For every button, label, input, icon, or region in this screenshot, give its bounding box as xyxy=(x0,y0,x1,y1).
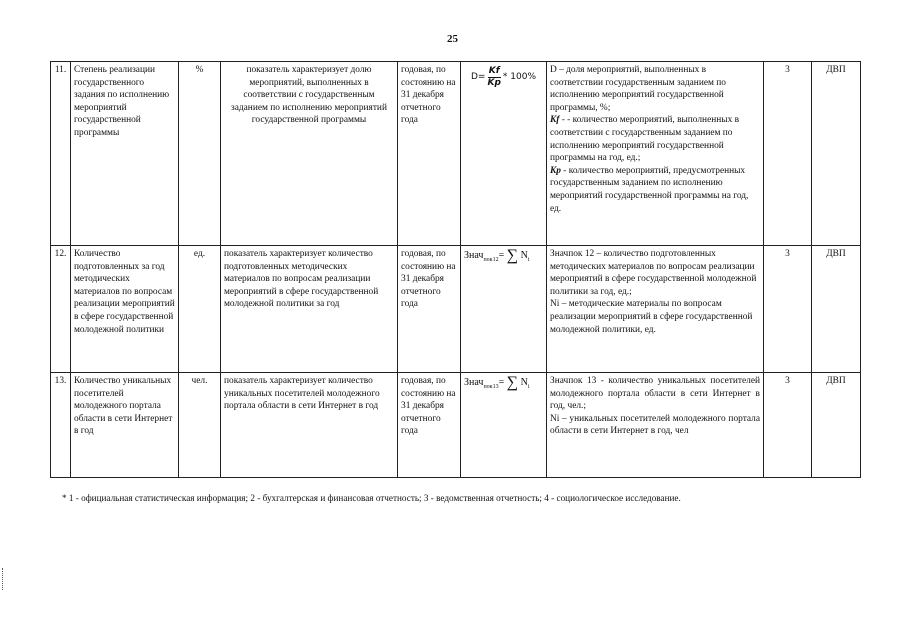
formula-sum xyxy=(464,375,543,394)
indicator-name: Количество уникальных посетителей молодежного портала области в сети Интернет в год xyxy=(71,373,179,478)
formula-cell xyxy=(461,373,547,478)
formula-description xyxy=(547,62,764,246)
periodicity: годовая, по состоянию на 31 декабря отчетного года xyxy=(398,246,461,373)
source-code: 3 xyxy=(764,373,812,478)
formula-fraction xyxy=(487,66,500,89)
responsible: ДВП xyxy=(812,373,861,478)
formula-equals: = xyxy=(498,250,505,261)
variable-name: Kf xyxy=(550,115,560,126)
formula-lhs: D= xyxy=(471,72,486,83)
unit: % xyxy=(179,62,221,246)
table-row-12 xyxy=(51,246,861,373)
description-line xyxy=(550,114,760,164)
indicator-name: Степень реализации государственного задания по исполнению мероприятий государственной программы xyxy=(71,62,179,246)
margin-mark xyxy=(2,568,5,590)
row-number: 12. xyxy=(51,246,71,373)
source-code: 3 xyxy=(764,246,812,373)
description-text: - количество мероприятий, предусмотренных государственным заданием по исполнению мероприятий государственной программы на год, ед. xyxy=(550,165,749,214)
periodicity: годовая, по состоянию на 31 декабря отчетного года xyxy=(398,62,461,246)
formula-index: 12 xyxy=(492,257,499,263)
description-line: Значпок 12 – количество подготовленных методических материалов по вопросам реализации мероприятий в сфере государственной молодежной политики за год, ед.; xyxy=(550,249,757,297)
description-line: Ni – уникальных посетителей молодежного портала области в сети Интернет в год, чел xyxy=(550,413,760,437)
formula-sum xyxy=(464,248,543,267)
page-number: 25 xyxy=(447,33,458,45)
row-number: 13. xyxy=(51,373,71,478)
formula-share xyxy=(464,64,543,89)
table-row-11 xyxy=(51,62,861,246)
formula-description xyxy=(547,246,764,373)
periodicity: годовая, по состоянию на 31 декабря отчетного года xyxy=(398,373,461,478)
formula-lhs: Знач xyxy=(464,250,484,261)
formula-tail: * 100% xyxy=(502,72,536,83)
formula-term: N xyxy=(520,377,528,388)
unit: чел. xyxy=(179,373,221,478)
description-line: D – доля мероприятий, выполненных в соответствии государственным заданием по исполнению мероприятий государственной программы, %; xyxy=(550,65,726,113)
indicator-name: Количество подготовленных за год методических материалов по вопросам реализации мероприятий в сфере государственной молодежной политики xyxy=(71,246,179,373)
formula-term: N xyxy=(520,250,528,261)
formula-subscript: пок xyxy=(483,257,493,263)
variable-name: Kp xyxy=(550,165,561,176)
formula-cell xyxy=(461,246,547,373)
formula-denominator: Kp xyxy=(487,78,501,88)
sigma-symbol: ∑ xyxy=(506,247,519,264)
footnote: * 1 - официальная статистическая информация; 2 - бухгалтерская и финансовая отчетность; 3 - ведомственная отчетность; 4 - социологическое исследование. xyxy=(62,493,681,503)
unit: ед. xyxy=(179,246,221,373)
indicator-definition: показатель характеризует количество подготовленных методических материалов по вопросам реализации мероприятий в сфере государственной молодежной политики за год xyxy=(221,246,398,373)
formula-description xyxy=(547,373,764,478)
indicator-definition: показатель характеризует долю мероприятий, выполненных в соответствии с государственным заданием по исполнению мероприятий государственной программы xyxy=(221,62,398,246)
source-code: 3 xyxy=(764,62,812,246)
formula-numerator: Kf xyxy=(488,66,500,76)
responsible: ДВП xyxy=(812,246,861,373)
formula-lhs: Знач xyxy=(464,377,484,388)
indicator-definition: показатель характеризует количество уникальных посетителей молодежного портала области в сети Интернет в год xyxy=(221,373,398,478)
formula-subscript: пок xyxy=(483,384,493,390)
formula-term-subscript: i xyxy=(527,384,530,390)
description-line xyxy=(550,165,760,215)
formula-term-subscript: i xyxy=(527,257,530,263)
description-line: Значпок 13 - количество уникальных посетителей молодежного портала области в сети Интернет в год, чел.; xyxy=(550,376,760,412)
sigma-symbol: ∑ xyxy=(506,374,519,391)
responsible: ДВП xyxy=(812,62,861,246)
description-line: Ni – методические материалы по вопросам реализации мероприятий в сфере государственной молодежной политики, ед. xyxy=(550,299,753,335)
table-row-13 xyxy=(51,373,861,478)
formula-cell xyxy=(461,62,547,246)
description-text: - - количество мероприятий, выполненных в соответствии с государственным заданием по исполнению мероприятий государственной программы на год, ед.; xyxy=(550,115,740,164)
row-number: 11. xyxy=(51,62,71,246)
indicators-table xyxy=(50,61,861,478)
formula-equals: = xyxy=(498,377,505,388)
formula-index: 13 xyxy=(492,384,499,390)
